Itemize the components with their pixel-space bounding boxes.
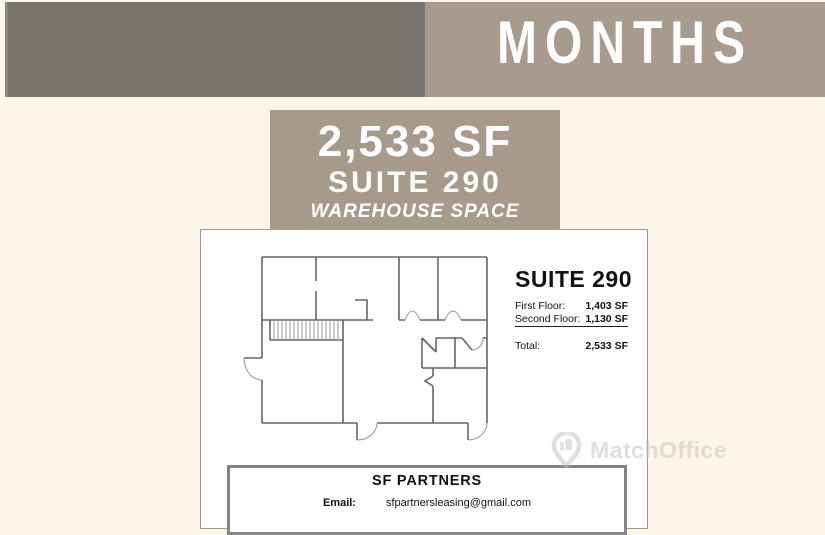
promo-suite: SUITE 290 — [328, 166, 502, 199]
door-arcs — [244, 311, 487, 440]
company-name: SF PARTNERS — [371, 473, 483, 489]
suite-title: SUITE 290 — [515, 266, 632, 292]
banner-title: MONTHS — [496, 9, 753, 76]
contact-card — [227, 465, 627, 535]
banner-months — [425, 2, 825, 97]
stairs-hatching — [274, 320, 338, 340]
row-value: 1,403 SF — [585, 300, 628, 312]
suite-info — [515, 266, 632, 353]
floor-plan-walls — [244, 257, 487, 440]
promo-space-type: WAREHOUSE SPACE — [310, 201, 520, 222]
email-label: Email: — [322, 497, 356, 509]
row-value: 2,533 SF — [585, 340, 628, 352]
row-label: First Floor: — [515, 300, 566, 312]
row-value: 1,130 SF — [585, 312, 628, 325]
row-label: Total: — [515, 340, 541, 352]
promo-area: 2,533 SF — [317, 117, 513, 166]
promo-card — [270, 110, 560, 230]
second-floor-row — [515, 313, 628, 328]
email-value: sfpartnersleasing@gmail.com — [385, 497, 532, 509]
floor-plan-drawing — [238, 254, 498, 450]
email-row — [230, 497, 624, 509]
row-label: Second Floor: — [515, 312, 581, 325]
first-floor-row — [515, 300, 628, 313]
banner-dark-block — [5, 2, 428, 97]
watermark-text: MatchOffice — [590, 436, 728, 463]
total-row — [515, 340, 628, 353]
